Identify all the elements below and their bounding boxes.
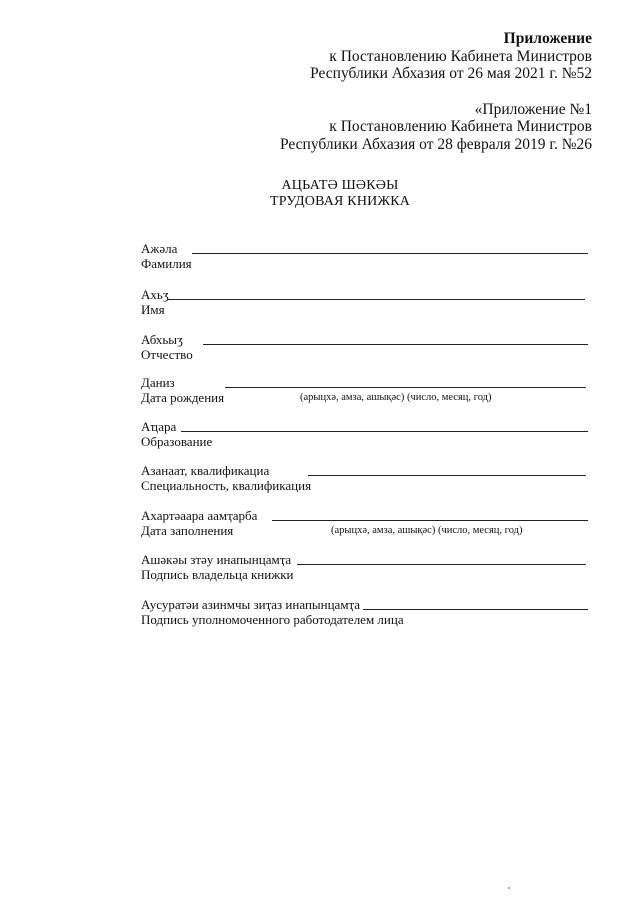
appendix1-resolution-line: к Постановлению Кабинета Министров: [329, 118, 592, 135]
patronymic-label-russian: Отчество: [141, 347, 193, 362]
fill-date-label-russian: Дата заполнения: [141, 523, 234, 538]
specialty-label-abkhaz: Азанаат, квалификациа: [141, 463, 270, 478]
appendix-resolution-date: Республики Абхазия от 26 мая 2021 г. №52: [310, 65, 592, 82]
birth-date-field: [141, 375, 492, 405]
surname-field: [141, 241, 192, 271]
education-field: [141, 419, 212, 449]
title-abkhaz: АЦЬАТӘ ШӘКӘЫ: [281, 178, 399, 193]
specialty-blank-line[interactable]: [308, 475, 586, 476]
patronymic-field: [141, 332, 193, 362]
owner-signature-label-russian: Подпись владельца книжки: [141, 567, 294, 582]
fill-date-hint: (арыцхә, амза, ашықәс) (число, месяц, год): [331, 525, 523, 536]
surname-label-abkhaz: Ажәла: [141, 241, 178, 256]
scan-speck: [508, 887, 510, 889]
education-blank-line[interactable]: [181, 431, 588, 432]
birth-date-label-russian: Дата рождения: [141, 390, 225, 405]
first-name-label-russian: Имя: [141, 302, 165, 317]
authorized-signature-label-abkhaz: Аусуратәи азинмчы зиҭаз инапынцамҭа: [141, 597, 360, 612]
surname-label-russian: Фамилия: [141, 256, 192, 271]
birth-date-blank-line[interactable]: [225, 387, 586, 388]
patronymic-label-abkhaz: Абхьыӡ: [141, 332, 183, 347]
first-name-blank-line[interactable]: [167, 299, 585, 300]
surname-blank-line[interactable]: [192, 253, 588, 254]
owner-signature-label-abkhaz: Ашәкәы зтәу инапынцамҭа: [141, 552, 292, 567]
birth-date-label-abkhaz: Даниз: [141, 375, 175, 390]
appendix-resolution-line: к Постановлению Кабинета Министров: [329, 47, 592, 65]
document-title: [0, 178, 640, 210]
birth-date-hint: (арыцхә, амза, ашықәс) (число, месяц, год): [300, 392, 492, 403]
appendix-label: Приложение: [503, 30, 592, 47]
specialty-field: [141, 463, 311, 493]
authorized-signature-field: [141, 597, 404, 627]
appendix-header: [280, 30, 592, 153]
authorized-signature-blank-line[interactable]: [363, 609, 588, 610]
appendix1-label: «Приложение №1: [474, 100, 592, 118]
specialty-label-russian: Специальность, квалификация: [141, 478, 312, 493]
fill-date-field: [141, 508, 523, 538]
owner-signature-field: [141, 552, 293, 582]
title-russian: ТРУДОВАЯ КНИЖКА: [269, 194, 411, 209]
fill-date-blank-line[interactable]: [272, 520, 588, 521]
patronymic-blank-line[interactable]: [203, 344, 588, 345]
education-label-russian: Образование: [141, 434, 213, 449]
first-name-label-abkhaz: Ахьӡ: [141, 287, 169, 302]
fill-date-label-abkhaz: Ахартәаара аамҭарба: [141, 508, 258, 523]
education-label-abkhaz: Аҵара: [141, 419, 177, 434]
first-name-field: [141, 287, 169, 317]
appendix1-resolution-date: Республики Абхазия от 28 февраля 2019 г. №26: [279, 135, 592, 153]
owner-signature-blank-line[interactable]: [297, 564, 586, 565]
authorized-signature-label-russian: Подпись уполномоченного работодателем лица: [141, 612, 404, 627]
